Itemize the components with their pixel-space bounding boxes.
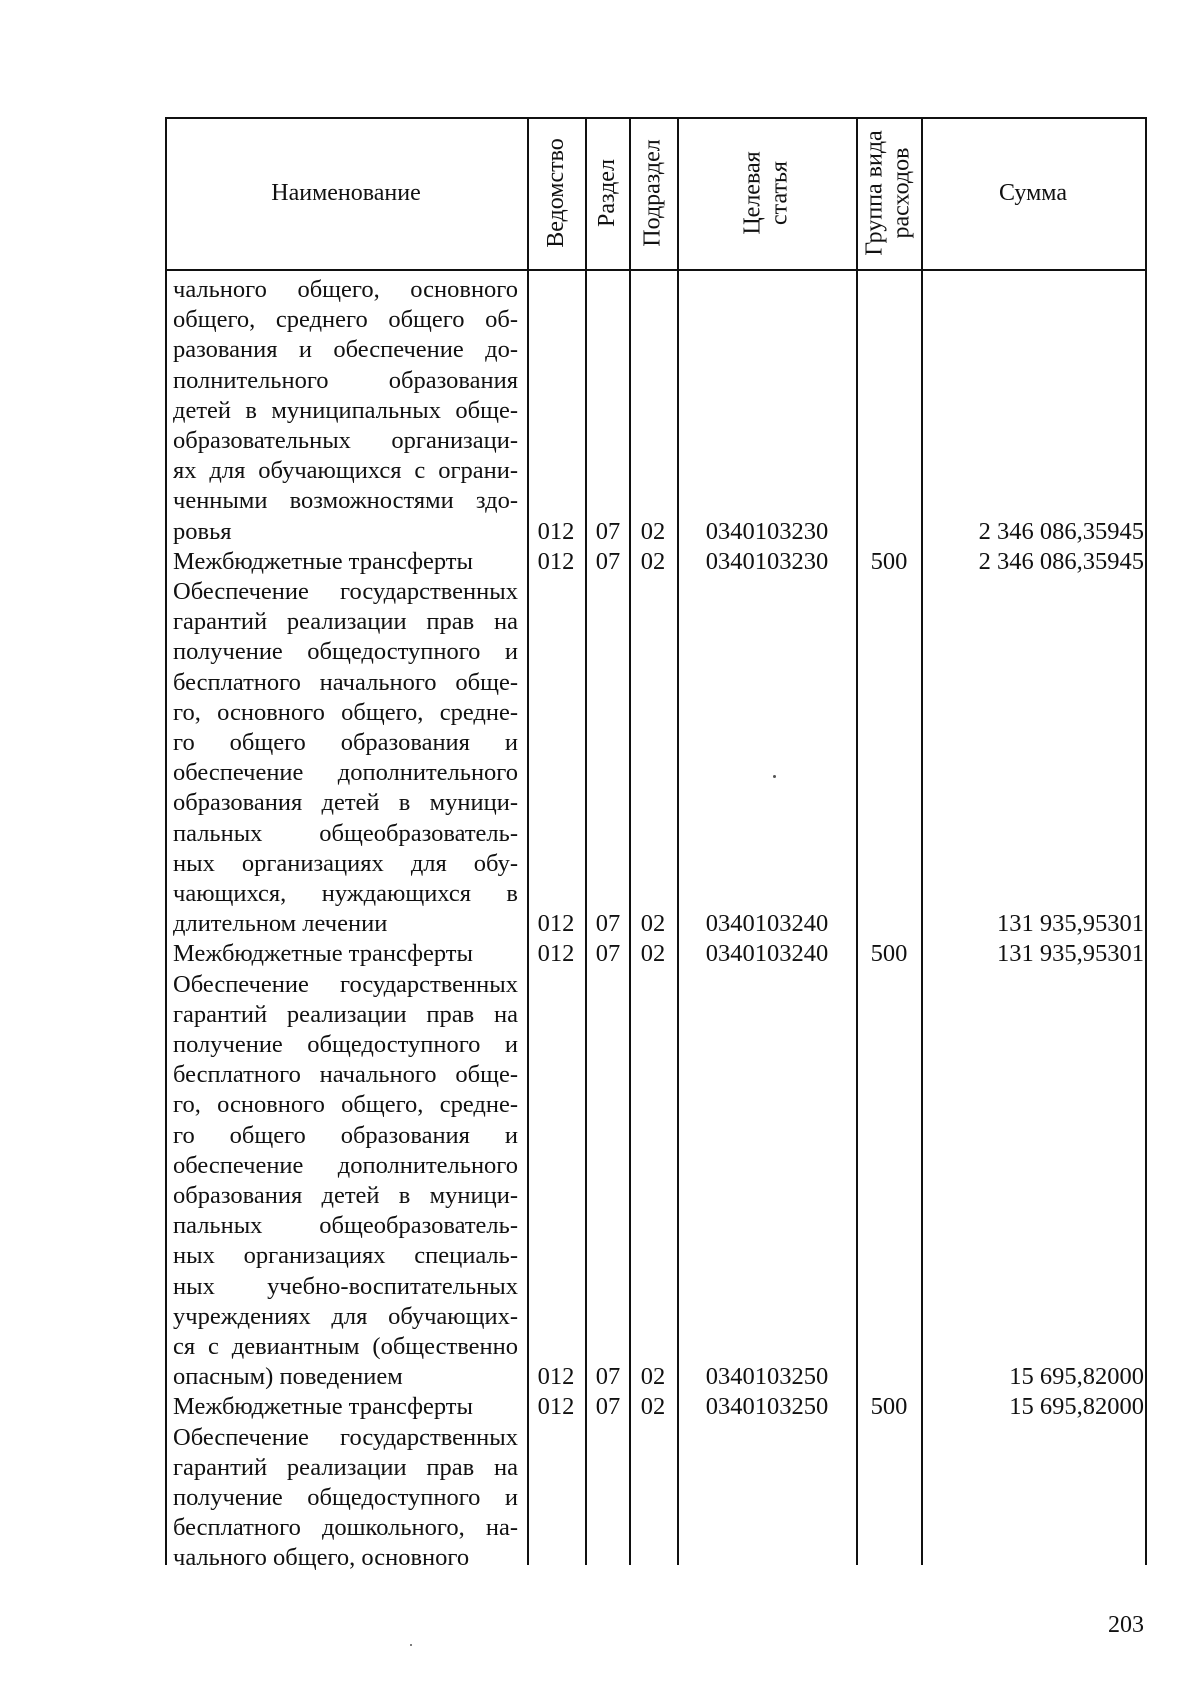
- name-line: образования детей в муници-: [173, 1182, 518, 1210]
- cell-razdel: 07: [595, 940, 621, 968]
- name-line: ровья: [173, 517, 232, 545]
- cell-razdel: 07: [595, 1363, 621, 1391]
- cell-gruppa: 500: [870, 1393, 908, 1421]
- scan-speck: [773, 775, 776, 778]
- cell-vedomstvo: 012: [537, 940, 575, 968]
- cell-vedomstvo: 012: [537, 547, 575, 575]
- cell-summa: 2 346 086,35945: [978, 547, 1144, 575]
- budget-table: [165, 117, 1147, 1572]
- header-podrazdel: Подраздел: [640, 139, 667, 247]
- table-row: [165, 939, 1147, 969]
- header-gruppa: Группа вида расходов: [861, 130, 915, 256]
- name-line: получение общедоступного и: [173, 638, 518, 666]
- table-row: [165, 577, 1147, 939]
- name-line: общего, среднего общего об-: [173, 306, 518, 334]
- name-line: разования и обеспечение до-: [173, 336, 518, 364]
- scan-speck: [410, 1644, 412, 1646]
- name-line: детей в муниципальных обще-: [173, 396, 518, 424]
- name-line: обеспечение дополнительного: [173, 759, 518, 787]
- header-summa: Сумма: [999, 180, 1067, 206]
- name-line: ся с девиантным (общественно: [173, 1333, 518, 1361]
- name-line: ченными возможностями здо-: [173, 487, 518, 515]
- cell-name: [173, 970, 518, 1393]
- name-line: получение общедоступного и: [173, 1031, 518, 1058]
- name-line: пальных общеобразователь-: [173, 819, 518, 847]
- name-line: учреждениях для обучающих-: [173, 1302, 518, 1330]
- cell-podrazdel: 02: [640, 910, 666, 938]
- cell-summa: 2 346 086,35945: [978, 517, 1144, 545]
- name-line: ях для обучающихся с ограни-: [173, 457, 518, 485]
- table-row: [165, 1392, 1147, 1422]
- name-line: образовательных организаци-: [173, 427, 518, 455]
- name-line: Обеспечение государственных: [173, 578, 518, 605]
- cell-razdel: 07: [595, 547, 621, 575]
- name-line: пальных общеобразователь-: [173, 1212, 518, 1240]
- name-line: го общего образования и: [173, 1121, 518, 1149]
- name-line: получение общедоступного и: [173, 1484, 518, 1511]
- name-line: гарантий реализации прав на: [173, 1453, 518, 1481]
- cell-name: [173, 547, 518, 577]
- name-line: Обеспечение государственных: [173, 1423, 518, 1451]
- table-row: [165, 275, 1147, 547]
- cell-celevaya: 0340103240: [705, 940, 829, 968]
- cell-vedomstvo: 012: [537, 1393, 575, 1421]
- cell-summa: 131 935,95301: [997, 940, 1144, 968]
- cell-vedomstvo: 012: [537, 1363, 575, 1391]
- cell-podrazdel: 02: [640, 1393, 666, 1421]
- name-line: полнительного образования: [173, 366, 518, 394]
- cell-razdel: 07: [595, 517, 621, 545]
- name-line: обеспечение дополнительного: [173, 1151, 518, 1179]
- name-line: чального общего, основного: [173, 276, 518, 303]
- cell-vedomstvo: 012: [537, 910, 575, 938]
- cell-gruppa: 500: [870, 547, 908, 575]
- name-line: гарантий реализации прав на: [173, 608, 518, 636]
- table-row: [165, 1423, 1147, 1574]
- header-separator: [165, 269, 1147, 271]
- cell-razdel: 07: [595, 1393, 621, 1421]
- cell-podrazdel: 02: [640, 1363, 666, 1391]
- header-vedomstvo: Ведомство: [543, 138, 569, 248]
- name-line: го общего образования и: [173, 729, 518, 757]
- cell-razdel: 07: [595, 910, 621, 938]
- cell-celevaya: 0340103230: [705, 517, 829, 545]
- table-row: [165, 547, 1147, 577]
- name-line: го, основного общего, средне-: [173, 1091, 518, 1119]
- name-line: Межбюджетные трансферты: [173, 940, 473, 968]
- cell-name: [173, 939, 518, 969]
- cell-summa: 131 935,95301: [997, 910, 1144, 938]
- cell-celevaya: 0340103230: [705, 547, 829, 575]
- cell-name: [173, 1392, 518, 1422]
- name-line: бесплатного начального обще-: [173, 1061, 518, 1089]
- name-line: чального общего, основного: [173, 1544, 470, 1572]
- name-line: длительном лечении: [173, 910, 388, 938]
- cell-celevaya: 0340103240: [705, 910, 829, 938]
- name-line: чающихся, нуждающихся в: [173, 880, 518, 908]
- header-razdel: Раздел: [594, 159, 621, 227]
- name-line: Межбюджетные трансферты: [173, 1393, 473, 1421]
- cell-summa: 15 695,82000: [1009, 1393, 1144, 1421]
- name-line: ных организациях специаль-: [173, 1242, 518, 1270]
- name-line: го, основного общего, средне-: [173, 698, 518, 726]
- name-line: опасным) поведением: [173, 1363, 403, 1391]
- name-line: гарантий реализации прав на: [173, 1000, 518, 1028]
- name-line: бесплатного дошкольного, на-: [173, 1514, 518, 1542]
- cell-gruppa: 500: [870, 940, 908, 968]
- cell-podrazdel: 02: [640, 940, 666, 968]
- cell-podrazdel: 02: [640, 547, 666, 575]
- cell-summa: 15 695,82000: [1009, 1363, 1144, 1391]
- header-celevaya: Целевая статья: [739, 151, 793, 235]
- cell-podrazdel: 02: [640, 517, 666, 545]
- table-row: [165, 970, 1147, 1393]
- cell-vedomstvo: 012: [537, 517, 575, 545]
- name-line: Обеспечение государственных: [173, 970, 518, 998]
- header-name: Наименование: [271, 180, 421, 206]
- cell-name: [173, 577, 518, 939]
- cell-celevaya: 0340103250: [705, 1363, 829, 1391]
- name-line: ных учебно-воспитательных: [173, 1272, 518, 1300]
- name-line: ных организациях для обу-: [173, 849, 518, 877]
- name-line: бесплатного начального обще-: [173, 668, 518, 696]
- cell-celevaya: 0340103250: [705, 1393, 829, 1421]
- page-number: 203: [1108, 1612, 1144, 1638]
- name-line: Межбюджетные трансферты: [173, 547, 473, 575]
- cell-name: [173, 275, 518, 547]
- name-line: образования детей в муници-: [173, 789, 518, 817]
- cell-name: [173, 1423, 518, 1574]
